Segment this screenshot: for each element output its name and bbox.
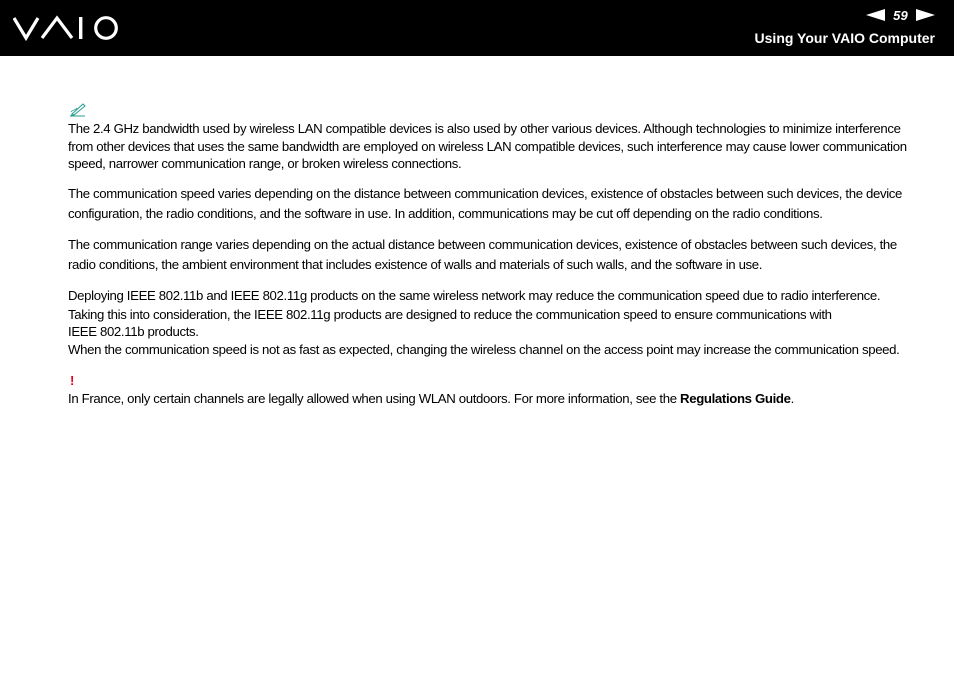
page-header (0, 0, 954, 57)
paragraph-ieee-deploy: Deploying IEEE 802.11b and IEEE 802.11g products on the same wireless network may reduce the communication speed due to radio interference. (68, 287, 881, 303)
warning-text-before: In France, only certain channels are legally allowed when using WLAN outdoors. For more information, see the (68, 391, 681, 406)
main-content (68, 102, 924, 408)
warning-text-after: . (790, 391, 794, 406)
paragraph-speed: The communication speed varies depending on the distance between communication devices, existence of obstacles between such devices, the device configuration, the radio conditions, and the software in use. In addition, communications may be cut off depending on the radio conditions. (68, 185, 903, 221)
next-page-icon[interactable] (916, 9, 935, 21)
previous-page-icon[interactable] (866, 9, 885, 21)
vaio-logo-icon (13, 14, 121, 42)
pager (866, 7, 935, 23)
section-title: Using Your VAIO Computer (754, 30, 935, 46)
paragraph-ieee-design-1: Taking this into consideration, the IEEE 802.11g products are designed to reduce the communication speed to ensure communications with (68, 306, 832, 322)
paragraph-channel: When the communication speed is not as fast as expected, changing the wireless channel on the access point may increase the communication speed. (68, 341, 900, 357)
warning-text (68, 390, 924, 408)
note-text: The 2.4 GHz bandwidth used by wireless LAN compatible devices is also used by other various devices. Although technologies to minimize interference from other devices that uses the same bandwidth are employed on wireless LAN compatible devices, such interference may cause lower communication speed, narrower communication range, or broken wireless connections. (68, 121, 907, 171)
page-number: 59 (893, 7, 908, 23)
exclamation-warning-icon: ! (70, 373, 74, 388)
regulations-guide-link[interactable]: Regulations Guide (680, 391, 791, 406)
paragraph-range: The communication range varies depending on the actual distance between communication devices, existence of obstacles between such devices, the radio conditions, the ambient environment that includes existence of walls and materials of such walls, and the software in use. (68, 236, 897, 272)
paragraph-ieee-design-2: IEEE 802.11b products. (68, 324, 199, 339)
pencil-note-icon (68, 102, 88, 118)
